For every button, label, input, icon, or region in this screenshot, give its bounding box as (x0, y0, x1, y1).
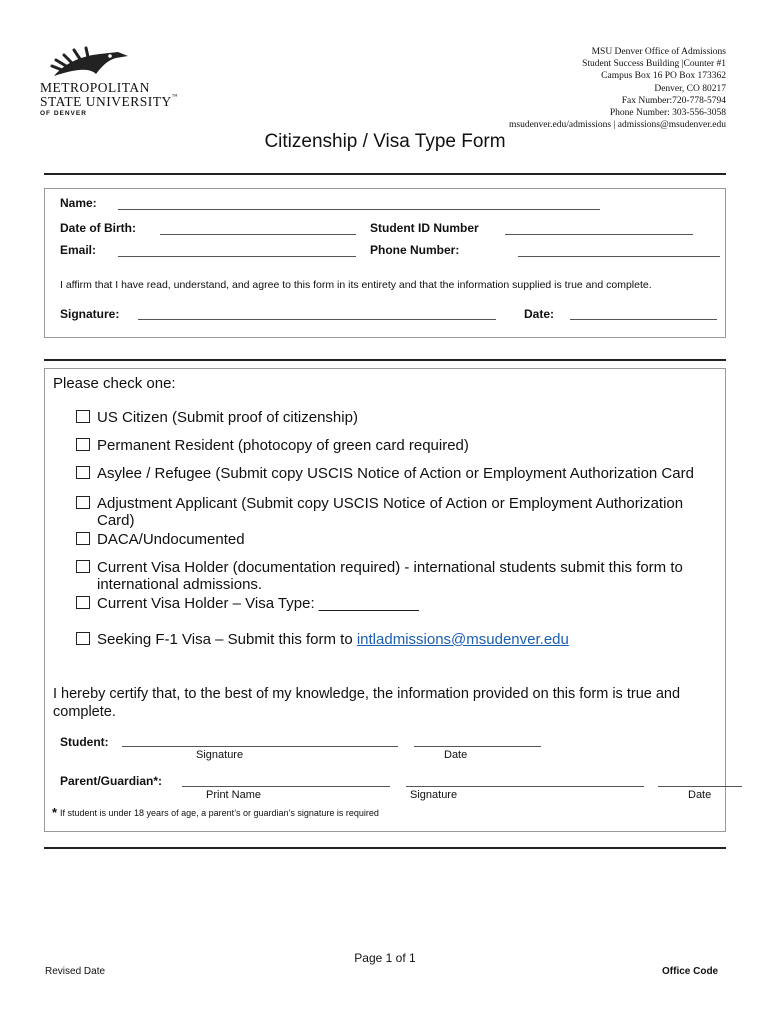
parent-signature-caption: Signature (410, 789, 458, 801)
option-label-text: Seeking F-1 Visa – Submit this form to (97, 631, 357, 648)
divider (44, 359, 726, 361)
office-line: Fax Number:720-778-5794 (621, 95, 726, 106)
footnote-marker: * (52, 805, 58, 820)
checkbox[interactable] (76, 496, 90, 509)
form-title-text: Citizenship / Visa Type Form (264, 131, 506, 152)
option-asylee-refugee[interactable] (76, 465, 726, 483)
please-check-heading: Please check one: (53, 375, 176, 392)
footnote-text: If student is under 18 years of age, a parent’s or guardian’s signature is required (60, 808, 379, 818)
option-label: DACA/Undocumented (97, 531, 245, 548)
parent-date-field[interactable] (658, 786, 742, 787)
option-label-line-2: international admissions. (97, 576, 263, 593)
parent-print-name-field[interactable] (182, 786, 390, 787)
logo-trademark: ™ (171, 94, 179, 100)
parent-date-caption: Date (688, 789, 712, 801)
phone-field[interactable] (518, 256, 720, 257)
date-field[interactable] (570, 319, 717, 320)
page-number (0, 951, 770, 965)
affirm-statement: I affirm that I have read, understand, and agree to this form in its entirety and that the information supplied is true and complete. (60, 279, 652, 291)
date-caption: Date (444, 749, 468, 761)
office-line: Campus Box 16 PO Box 173362 (601, 71, 726, 82)
option-current-visa-holder[interactable] (76, 559, 716, 595)
dob-label: Date of Birth: (60, 221, 136, 235)
checkbox[interactable] (76, 466, 90, 479)
office-line: Student Success Building |Counter #1 (582, 59, 726, 70)
certify-line-1: I hereby certify that, to the best of my knowledge, the information provided on this form is true and (53, 686, 681, 702)
option-label: Current Visa Holder – Visa Type: ____________ (97, 595, 419, 612)
option-visa-type[interactable] (76, 595, 716, 613)
option-label-line-1: Current Visa Holder (documentation required) - international students submit this form to (97, 559, 683, 576)
student-id-label: Student ID Number (370, 221, 479, 235)
option-permanent-resident[interactable] (76, 437, 716, 455)
certify-statement (53, 685, 680, 721)
email-label: Email: (60, 243, 97, 257)
student-signature-label: Student: (60, 735, 109, 749)
date-label: Date: (524, 307, 555, 321)
logo-line-2 (40, 94, 178, 110)
checkbox[interactable] (76, 560, 90, 573)
office-line: Phone Number: 303-556-3058 (609, 108, 726, 119)
logo-line-3: OF DENVER (40, 110, 87, 117)
checkbox[interactable] (76, 632, 90, 645)
name-field[interactable] (118, 209, 600, 210)
office-line: MSU Denver Office of Admissions (591, 47, 726, 57)
university-logo (40, 46, 179, 117)
logo-line-2-text: STATE UNIVERSITY (40, 94, 172, 109)
option-label (97, 631, 569, 648)
print-name-caption: Print Name (206, 789, 262, 801)
checkbox[interactable] (76, 596, 90, 609)
divider (44, 847, 726, 849)
intl-admissions-email-link[interactable]: intladmissions@msudenver.edu (356, 631, 569, 648)
dob-field[interactable] (160, 234, 356, 235)
office-code: Office Code (662, 966, 719, 977)
certify-line-2: complete. (53, 704, 116, 720)
divider (44, 173, 726, 175)
form-title (0, 131, 770, 153)
phone-label: Phone Number: (370, 243, 460, 257)
option-seeking-f1-visa[interactable] (76, 631, 716, 649)
option-adjustment-applicant[interactable] (76, 495, 716, 531)
signature-field[interactable] (138, 319, 496, 320)
student-date-field[interactable] (414, 746, 541, 747)
office-address (509, 46, 726, 131)
student-id-field[interactable] (505, 234, 693, 235)
office-line: msudenver.edu/admissions | admissions@msudenver.edu (509, 120, 726, 131)
email-field[interactable] (118, 256, 356, 257)
revised-date: Revised Date (45, 966, 106, 977)
student-signature-field[interactable] (122, 746, 398, 747)
student-info-section (44, 188, 726, 338)
name-label: Name: (60, 196, 97, 210)
roadrunner-logo-icon (50, 46, 130, 80)
option-label: Permanent Resident (photocopy of green card required) (97, 437, 469, 454)
checkbox[interactable] (76, 532, 90, 545)
page-number-text: Page 1 of 1 (354, 951, 416, 965)
office-line: Denver, CO 80217 (654, 83, 726, 94)
parent-guardian-label: Parent/Guardian*: (60, 774, 163, 788)
option-label: US Citizen (Submit proof of citizenship) (97, 409, 358, 426)
option-label-line-1: Adjustment Applicant (Submit copy USCIS Notice of Action or Employment Authorization (97, 495, 684, 512)
option-us-citizen[interactable] (76, 409, 716, 427)
checkbox[interactable] (76, 410, 90, 423)
option-label: Asylee / Refugee (Submit copy USCIS Notice of Action or Employment Authorization Card (97, 465, 694, 482)
parent-signature-field[interactable] (406, 786, 644, 787)
logo-line-1: METROPOLITAN (40, 80, 150, 95)
signature-caption: Signature (196, 749, 244, 761)
option-label-line-2: Card) (97, 512, 135, 529)
checkbox[interactable] (76, 438, 90, 451)
signature-label: Signature: (60, 307, 120, 321)
option-daca-undocumented[interactable] (76, 531, 716, 549)
